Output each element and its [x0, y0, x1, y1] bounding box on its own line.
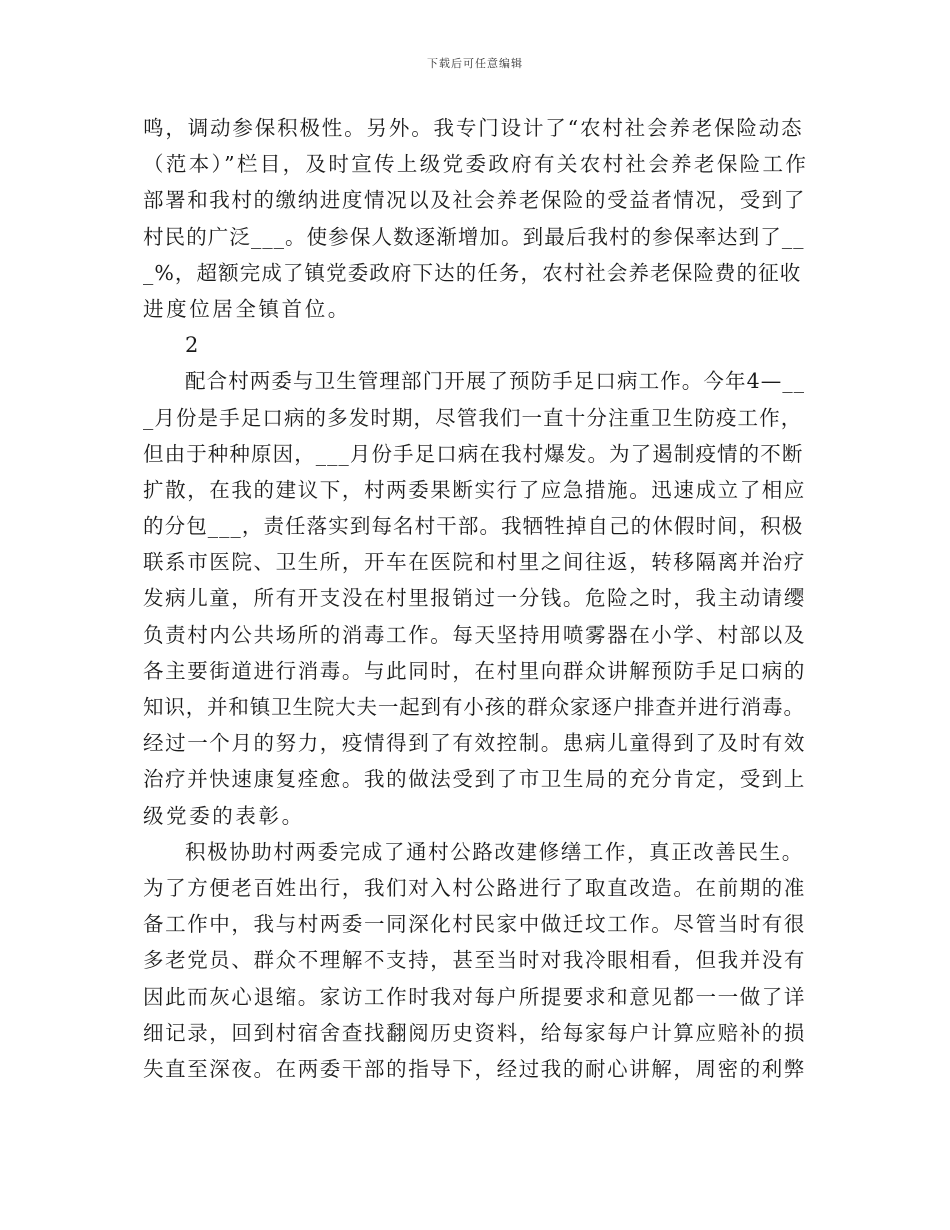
text-line: 失直至深夜。在两委干部的指导下，经过我的耐心讲解，周密的利弊	[143, 1056, 806, 1081]
text-line: 部署和我村的缴纳进度情况以及社会养老保险的受益者情况，受到了	[143, 188, 806, 213]
paragraph-first-line: 配合村两委与卫生管理部门开展了预防手足口病工作。今年4—__	[185, 369, 806, 394]
text-line: 但由于种种原因，___月份手足口病在我村爆发。为了遏制疫情的不断	[143, 441, 804, 466]
text-line: （范本）”栏目，及时宣传上级党委政府有关农村社会养老保险工作	[143, 152, 809, 177]
text-line: 知识，并和镇卫生院大夫一起到有小孩的群众家逐户排查并进行消毒。	[143, 695, 805, 719]
text-line: 各主要街道进行消毒。与此同时，在村里向群众讲解预防手足口病的	[143, 658, 806, 683]
text-line: _月份是手足口病的多发时期，尽管我们一直十分注重卫生防疫工作，	[143, 405, 803, 430]
paragraph-first-line: 积极协助村两委完成了通村公路改建修缮工作，真正改善民生。	[185, 839, 804, 864]
text-line: 细记录，回到村宿舍查找翻阅历史资料，给每家每户计算应赔补的损	[143, 1020, 806, 1045]
text-line: 鸣，调动参保积极性。另外。我专门设计了“农村社会养老保险动态	[143, 116, 804, 140]
text-line: 经过一个月的努力，疫情得到了有效控制。患病儿童得到了及时有效	[143, 731, 806, 756]
text-line: 发病儿童，所有开支没在村里报销过一分钱。危险之时，我主动请缨	[143, 586, 806, 611]
text-line: 为了方便老百姓出行，我们对入村公路进行了取直改造。在前期的准	[143, 875, 806, 900]
text-line: 进度位居全镇首位。	[143, 296, 351, 321]
page-header-note: 下载后可任意编辑	[427, 57, 523, 70]
document-body	[143, 110, 808, 1087]
text-line: 负责村内公共场所的消毒工作。每天坚持用喷雾器在小学、村部以及	[143, 622, 806, 647]
text-line: 扩散，在我的建议下，村两委果断实行了应急措施。迅速成立了相应	[143, 477, 806, 502]
text-line: _%，超额完成了镇党委政府下达的任务，农村社会养老保险费的征收	[143, 260, 802, 285]
text-line: 的分包___，责任落实到每名村干部。我牺牲掉自己的休假时间，积极	[143, 514, 804, 539]
text-line: 级党委的表彰。	[143, 803, 305, 828]
section-number: 2	[185, 333, 201, 358]
text-line: 治疗并快速康复痊愈。我的做法受到了市卫生局的充分肯定，受到上	[143, 767, 806, 792]
text-line: 联系市医院、卫生所，开车在医院和村里之间往返，转移隔离并治疗	[143, 550, 806, 575]
text-line: 备工作中，我与村两委一同深化村民家中做迁坟工作。尽管当时有很	[143, 912, 806, 937]
text-line: 村民的广泛___。使参保人数逐渐增加。到最后我村的参保率达到了__	[143, 224, 805, 249]
text-line: 多老党员、群众不理解不支持，甚至当时对我冷眼相看，但我并没有	[143, 948, 806, 973]
text-line: 因此而灰心退缩。家访工作时我对每户所提要求和意见都一一做了详	[143, 984, 806, 1009]
